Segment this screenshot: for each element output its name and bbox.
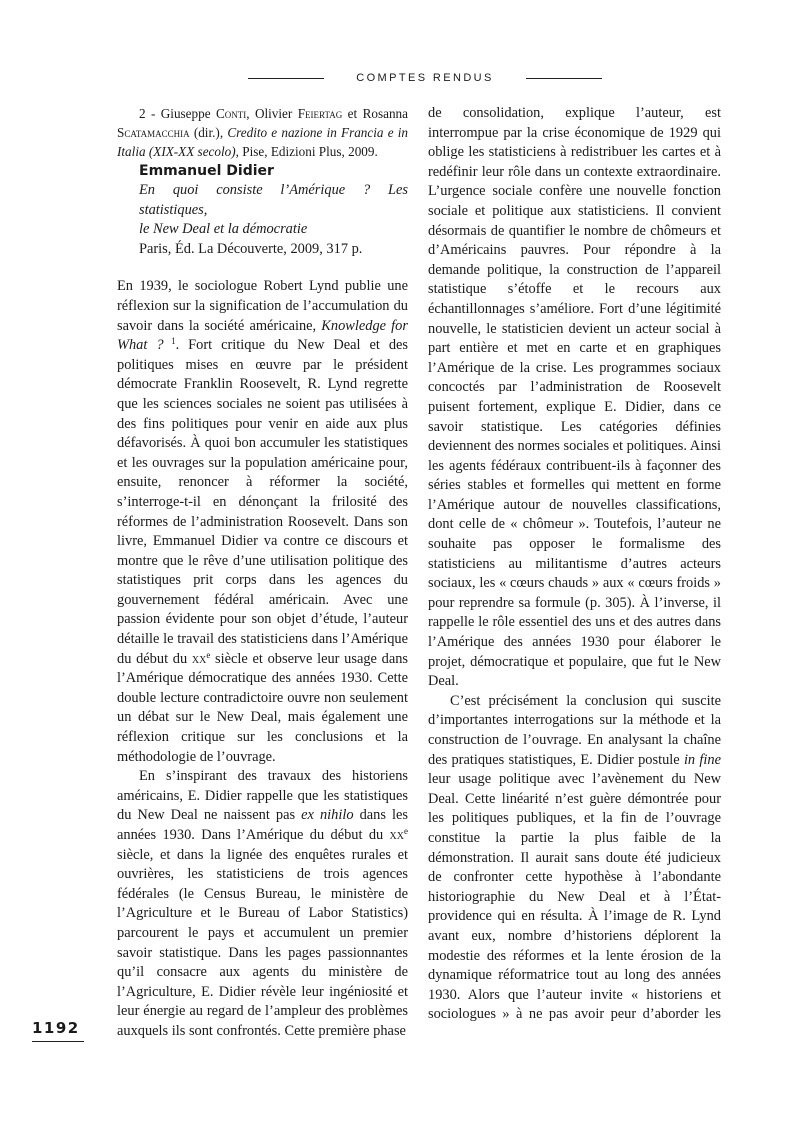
- right-column: [428, 104, 721, 1025]
- page-number-rule: [32, 1041, 84, 1042]
- footnote-number: 2 -: [139, 106, 161, 121]
- footnote-2: [117, 104, 408, 161]
- footnote-text: (dir.),: [189, 125, 228, 140]
- running-head-title: COMPTES RENDUS: [356, 72, 494, 84]
- review-publication: Paris, Éd. La Découverte, 2009, 317 p.: [139, 240, 363, 257]
- paragraph-2-continued: [428, 104, 721, 692]
- footnote-book-title: Credito e nazione in Francia e in Italia (XIX-XX secolo): [117, 125, 408, 159]
- page-number: 1192: [32, 1019, 80, 1037]
- footnote-text: Giuseppe: [160, 106, 216, 121]
- century-sup: e: [206, 649, 211, 660]
- paragraph-1: [117, 277, 408, 767]
- cited-title: Knowledge for What ?: [117, 317, 408, 354]
- paragraph-text: siècle et observe leur usage dans l’Amérique démocratique des années 1930. Cette double lecture contradictoire ouvre non seulement un débat sur le New Deal, mais également une réflexion critique sur les conclusions et la méthodologie de l’ouvrage.: [117, 650, 409, 765]
- century: xx: [389, 827, 404, 843]
- paragraph-text: de consolidation, explique l’auteur, est interrompue par la crise économique de 1929 qui oblige les statisticiens à redistribuer les cartes et à redéfinir leur rôle dans un contexte extraordinaire. L’urgence sociale confère une nouvelle fonction sociale et politique aux statisticiens. Il convient désormais de quantifier le nombre de chômeurs et d’Américains pauvres. Pour répondre à la demande politique, la construction de l’appareil statistique s’étoffe et le recours aux échantillonnages s’améliore. Fort d’une légitimité nouvelle, le statisticien devient un acteur social à part entière et met en carte et en graphiques l’Amérique de la crise. Les programmes sociaux concoctés par l’administration de Roosevelt puisent fortement, explique E. Didier, dans ce savoir statistique. Les catégories définies deviennent des normes sociales et politiques. Ainsi les agents fédéraux contribuent-ils à façonner des séries stables et formelles qui mettent en forme l’Amérique autour de nouvelles classifications, dont celle de « chômeur ». Toutefois, l’auteur ne souhaite pas opposer le formalisme des statisticiens au militantisme d’autres acteurs sociaux, les « cœurs chauds » aux « cœurs froids » pour reprendre sa formule (p. 305). À l’inverse, il rappelle le rôle essentiel des uns et des autres dans l’Amérique des années 1930 pour élaborer le projet, démocratique et populaire, que fut le New Deal.: [428, 105, 721, 690]
- footnote-ref: 1: [163, 336, 176, 347]
- latin-phrase: ex nihilo: [301, 807, 354, 824]
- paragraph-text: dans les années 1930. Dans l’Amérique du début du: [117, 807, 409, 843]
- review-book-title-line-2: le New Deal et la démocratie: [139, 221, 308, 238]
- footnote-text: , Olivier: [246, 106, 298, 121]
- paragraph-text: siècle, et dans la lignée des enquêtes rurales et ouvrières, les statisticiens de trois agences fédérales (le Census Bureau, le ministère de l’Agriculture et le Bureau of Labor Statistics) parcourent le pays et accumulent un premier savoir statistique. Dans les pages passionnantes qu’il consacre aux agents du ministère de l’Agriculture, E. Didier révèle leur ingéniosité et leur énergie au regard de l’ampleur des problèmes auxquels ils sont confrontés. Cette première phase: [117, 846, 408, 1039]
- paragraph-2: [117, 767, 408, 1041]
- paragraph-3: [428, 692, 721, 1025]
- century-sup: e: [404, 826, 408, 836]
- review-heading: [139, 161, 408, 259]
- paragraph-text: En 1939, le sociologue Robert Lynd publie une réflexion sur la signification de l’accumulation du savoir dans la société américaine,: [117, 278, 408, 334]
- paragraph-text: leur usage politique avec l’avènement du New Deal. Cette linéarité n’est guère démontrée pour les politiques publiques, et la fin de l’ouvrage constitue la partie la plus faible de la démonstration. Il aurait sans doute été judicieux de confronter cette hypothèse à l’abondante historiographie du New Deal et à l’État-providence qui en résulta. À l’image de R. Lynd avant eux, nombre d’historiens déplorent la modestie des réformes et la lente érosion de la dynamique réformatrice tout au long des années 1930. Alors que l’auteur invite « historiens et sociologues » à ne pas avoir peur d’aborder les: [428, 771, 721, 1023]
- left-column: [117, 104, 408, 1042]
- latin-phrase: in fine: [683, 751, 721, 768]
- running-head: [248, 70, 602, 86]
- footnote-text: et Rosanna: [342, 106, 408, 121]
- footnote-text: , Pise, Edizioni Plus, 2009.: [235, 144, 378, 159]
- paragraph-text: En s’inspirant des travaux des historiens américains, E. Didier rappelle que les statistiques du New Deal ne naissent pas: [117, 768, 408, 824]
- footnote-author-scatamacchia: Scatamacchia: [117, 125, 190, 140]
- running-head-rule-right: [526, 78, 602, 79]
- paragraph-text: C’est précisément la conclusion qui suscite d’importantes interrogations sur la méthode et la construction de l’ouvrage. En analysant la chaîne des pratiques statistiques, E. Didier postule: [428, 692, 721, 768]
- footnote-author-conti: Conti: [215, 106, 247, 121]
- century: xx: [191, 650, 207, 667]
- review-book-title-line-1: En quoi consiste l’Amérique ? Les statistiques,: [139, 182, 408, 218]
- footnote-author-feiertag: Feiertag: [297, 106, 343, 121]
- review-author: Emmanuel Didier: [139, 163, 274, 179]
- paragraph-text: . Fort critique du New Deal et des politiques mises en œuvre par le président démocrate Franklin Roosevelt, R. Lynd regrette que les sciences sociales ne soient pas utilisées à des fins politiques pour venir en aide aux plus défavorisés. À quoi bon accumuler les statistiques et les ouvrages sur la population américaine pour, ensuite, renoncer à réformer la société, s’interroge-t-il en dénonçant la frilosité des réformes de l’administration Roosevelt. Dans son livre, Emmanuel Didier va contre ce discours et montre que le rêve d’une utilisation politique des statistiques prit corps dans les agences du gouvernement fédéral américain. Avec une passion évidente pour son objet d’étude, l’auteur détaille le travail des statisticiens dans l’Amérique du début du: [117, 337, 408, 667]
